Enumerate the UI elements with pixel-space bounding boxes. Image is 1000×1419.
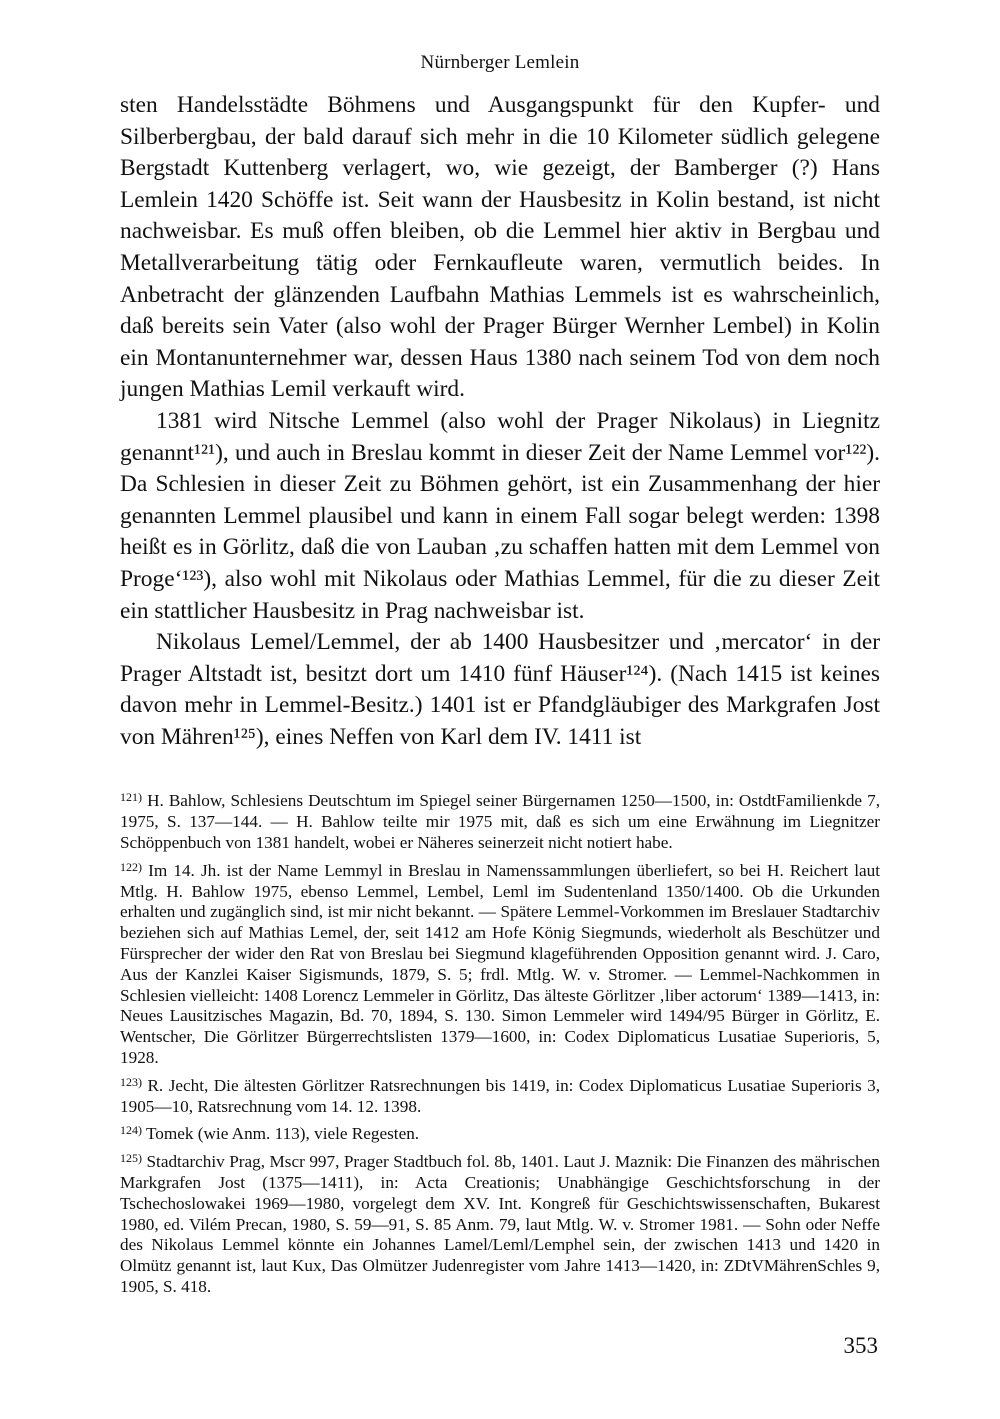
footnote [120, 857, 880, 1069]
footnote-number: 124) [120, 1123, 142, 1138]
page-content [120, 52, 880, 1301]
footnote-number: 125) [120, 1151, 142, 1166]
footnote-text: R. Jecht, Die ältesten Görlitzer Ratsrechnungen bis 1419, in: Codex Diplomaticus Lusatiae Superioris 3, 1905—10, Ratsrechnung vom 14. 12. 1398. [120, 1075, 880, 1116]
paragraph: Nikolaus Lemel/Lemmel, der ab 1400 Hausbesitzer und ‚mercator‘ in der Prager Altstadt ist, besitzt dort um 1410 fünf Häuser¹²⁴). (Nach 1415 ist keines davon mehr in Lemmel-Besitz.) 1401 ist er Pfandgläubiger des Markgrafen Jost von Mähren¹²⁵), eines Neffen von Karl dem IV. 1411 ist [120, 629, 880, 750]
footnote-text: H. Bahlow, Schlesiens Deutschtum im Spiegel seiner Bürgernamen 1250—1500, in: OstdtFamilienkde 7, 1975, S. 137—144. — H. Bahlow teilte mir 1975 mit, daß es sich um eine Erwähnung im Liegnitzer Schöppenbuch von 1381 handelt, wobei er Näheres seinerzeit nicht notiert habe. [120, 791, 880, 853]
footnote [120, 1148, 880, 1298]
paragraph: sten Handelsstädte Böhmens und Ausgangspunkt für den Kupfer- und Silberbergbau, der bald darauf sich mehr in die 10 Kilometer südlich gelegene Bergstadt Kuttenberg verlagert, wo, wie gezeigt, der Bamberger (?) Hans Lemlein 1420 Schöffe ist. Seit wann der Hausbesitz in Kolin bestand, ist nicht nachweisbar. Es muß offen bleiben, ob die Lemmel hier aktiv in Bergbau und Metallverarbeitung tätig oder Fernkaufleute waren, vermutlich beides. In Anbetracht der glänzenden Laufbahn Mathias Lemmels ist es wahrscheinlich, daß bereits sein Vater (also wohl der Prager Bürger Wernher Lembel) in Kolin ein Montanunternehmer war, dessen Haus 1380 nach seinem Tod von dem noch jungen Mathias Lemil verkauft wird. [120, 92, 880, 403]
footnote-text: Im 14. Jh. ist der Name Lemmyl in Breslau in Namenssammlungen überliefert, so bei H. Reichert laut Mtlg. H. Bahlow 1975, ebenso Lemmel, Lembel, Leml im Sudentenland 1350/1400. Ob die Urkunden erhalten und zugänglich sind, ist mir nicht bekannt. — Spätere Lemmel-Vorkommen im Breslauer Stadtarchiv beziehen sich auf Mathias Lemel, der, seit 1412 am Hofe König Siegmunds, wiederholt als Beschützer und Fürsprecher der wider den Rat von Breslau bei Siegmund klageführenden Opposition genannt wird. J. Caro, Aus der Kanzlei Kaiser Sigismunds, 1879, S. 5; frdl. Mtlg. W. v. Stromer. — Lemmel-Nachkommen in Schlesien vielleicht: 1408 Lorencz Lemmeler in Görlitz, Das älteste Görlitzer ‚liber actorum‘ 1389—1413, in: Neues Lausitzisches Magazin, Bd. 70, 1894, S. 130. Simon Lemmeler wird 1494/95 Bürger in Görlitz, E. Wentscher, Die Görlitzer Bürgerrechtslisten 1379—1600, in: Codex Diplomaticus Lusatiae Superioris, 5, 1928. [120, 860, 881, 1068]
footnote [120, 787, 880, 853]
page-number: 353 [843, 1333, 878, 1358]
body-text [120, 90, 880, 753]
footnote-text: Stadtarchiv Prag, Mscr 997, Prager Stadtbuch fol. 8b, 1401. Laut J. Maznik: Die Finanzen des mährischen Markgrafen Jost (1375—1411), in: Acta Creationis; Unabhängige Geschichtsforschung in der Tschechoslowakei 1969—1980, vorgelegt dem XV. Int. Kongreß für Geschichtswissenschaften, Bukarest 1980, ed. Vilém Precan, 1980, S. 59—91, S. 85 Anm. 79, laut Mtlg. W. v. Stromer 1981. — Sohn oder Neffe des Nikolaus Lemmel könnte ein Johannes Lamel/Leml/Lemphel sein, der zwischen 1413 und 1420 in Olmütz genannt ist, laut Kux, Das Olmützer Judenregister vom Jahre 1413—1420, in: ZDtVMährenSchles 9, 1905, S. 418. [120, 1152, 880, 1296]
footnote-number: 122) [120, 859, 142, 874]
footnote [120, 1072, 880, 1118]
footnote-number: 121) [120, 790, 142, 805]
running-head: Nürnberger Lemlein [420, 52, 580, 73]
paragraph: 1381 wird Nitsche Lemmel (also wohl der Prager Nikolaus) in Liegnitz genannt¹²¹), und auch in Breslau kommt in dieser Zeit der Name Lemmel vor¹²²). Da Schlesien in dieser Zeit zu Böhmen gehört, ist ein Zusammenhang der hier genannten Lemmel plausibel und kann in einem Fall sogar belegt werden: 1398 heißt es in Görlitz, daß die von Lauban ‚zu schaffen hatten mit dem Lemmel von Proge‘¹²³), also wohl mit Nikolaus oder Mathias Lemmel, für die zu dieser Zeit ein stattlicher Hausbesitz in Prag nachweisbar ist. [120, 407, 880, 624]
footnote-number: 123) [120, 1074, 142, 1089]
footnote [120, 1120, 880, 1145]
footnotes [120, 787, 880, 1297]
footnote-text: Tomek (wie Anm. 113), viele Regesten. [146, 1124, 420, 1144]
